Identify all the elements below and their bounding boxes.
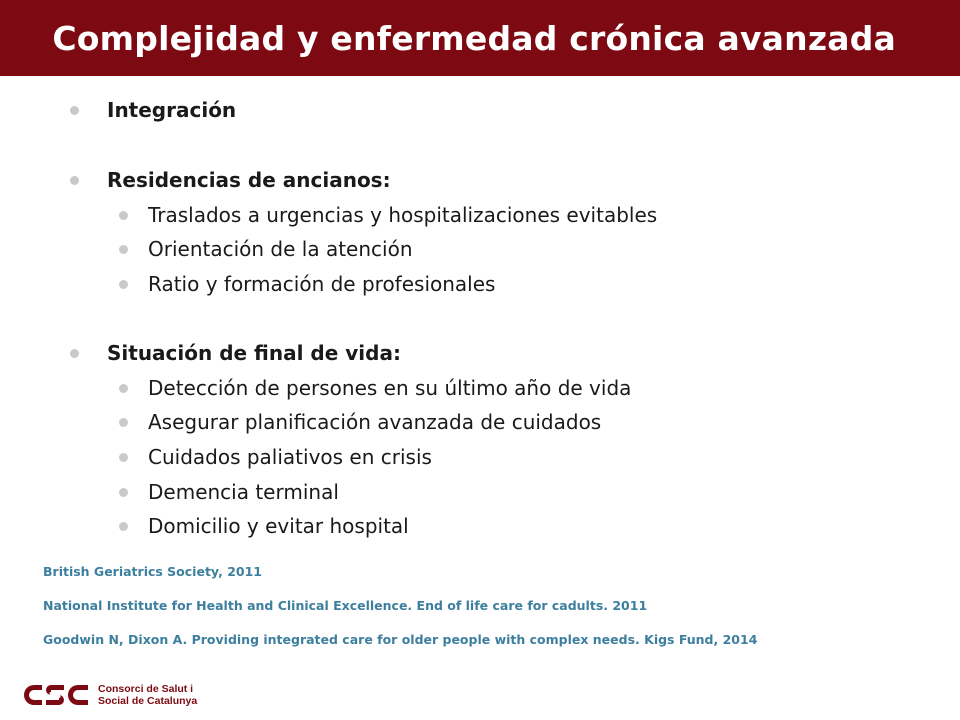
bullet-text: Cuidados paliativos en crisis [148, 445, 432, 469]
sub-bullet [119, 514, 409, 538]
reference-item: British Geriatrics Society, 2011 [43, 564, 262, 579]
bullet-dot-icon [70, 349, 79, 358]
bullet-dot-icon [119, 384, 128, 393]
bullet-dot-icon [119, 245, 128, 254]
csc-logo-icon [20, 682, 92, 708]
bullet-text: Orientación de la atención [148, 237, 413, 261]
bullet-dot-icon [70, 176, 79, 185]
sub-bullet [119, 272, 495, 296]
bullet-text: Integración [107, 98, 237, 122]
bullet-text: Demencia terminal [148, 480, 339, 504]
bullet-dot-icon [70, 106, 79, 115]
organization-name-line1: Consorci de Salut i [98, 683, 194, 695]
bullet-integracion [70, 98, 236, 122]
bullet-text: Detección de persones en su último año de vida [148, 376, 632, 400]
bullet-text: Residencias de ancianos: [107, 168, 391, 192]
bullet-text: Asegurar planificación avanzada de cuidados [148, 410, 602, 434]
bullet-dot-icon [119, 280, 128, 289]
sub-bullet [119, 237, 413, 261]
sub-bullet [119, 203, 657, 227]
organization-logo [20, 682, 197, 708]
bullet-dot-icon [119, 453, 128, 462]
bullet-dot-icon [119, 418, 128, 427]
bullet-text: Domicilio y evitar hospital [148, 514, 409, 538]
bullet-text: Traslados a urgencias y hospitalizaciones evitables [148, 203, 658, 227]
organization-name-line2: Social de Catalunya [98, 695, 198, 707]
sub-bullet [119, 410, 601, 434]
reference-item: National Institute for Health and Clinical Excellence. End of life care for cadults. 2011 [43, 598, 648, 613]
reference-item: Goodwin N, Dixon A. Providing integrated care for older people with complex needs. Kigs Fund, 2014 [43, 632, 758, 647]
bullet-text: Ratio y formación de profesionales [148, 272, 496, 296]
bullet-dot-icon [119, 522, 128, 531]
bullet-final-vida [70, 341, 401, 365]
bullet-dot-icon [119, 488, 128, 497]
sub-bullet [119, 376, 631, 400]
organization-name [98, 683, 197, 707]
sub-bullet [119, 445, 432, 469]
bullet-text: Situación de final de vida: [107, 341, 401, 365]
bullet-dot-icon [119, 211, 128, 220]
bullet-residencias [70, 168, 391, 192]
page-title: Complejidad y enfermedad crónica avanzada [52, 18, 896, 58]
sub-bullet [119, 480, 339, 504]
